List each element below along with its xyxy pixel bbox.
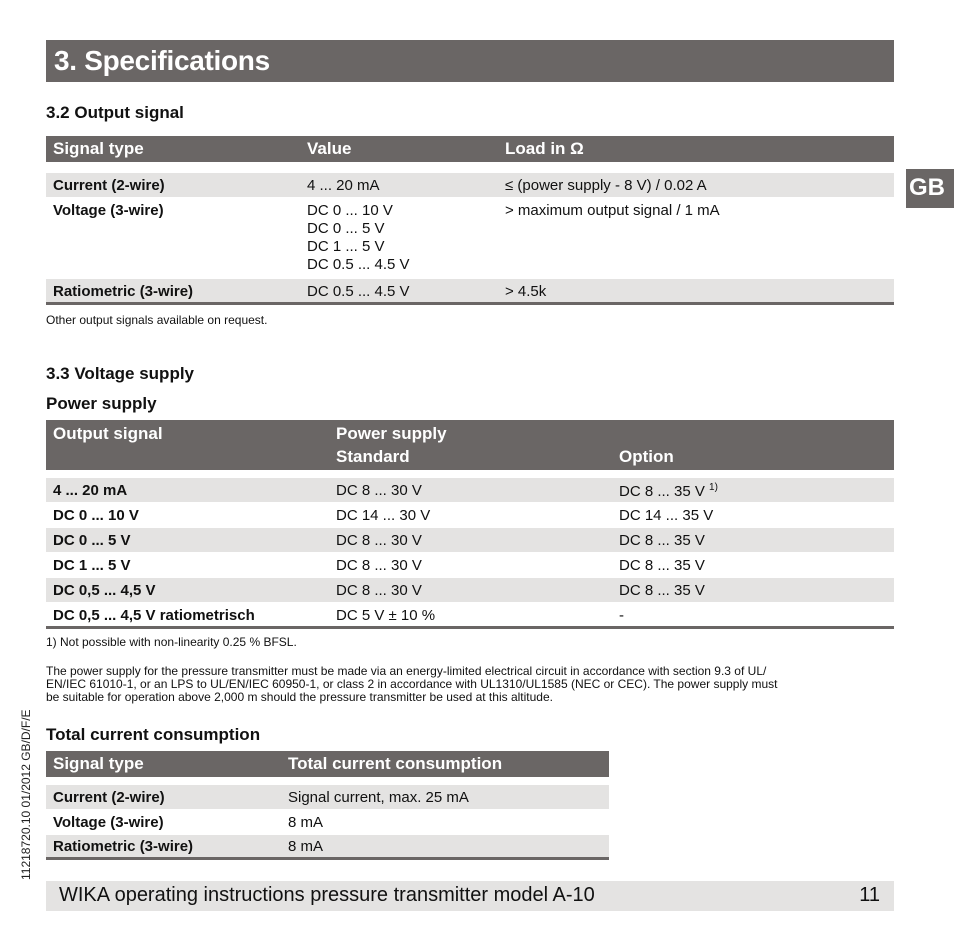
table-row [46,198,894,278]
output-signal-cell: DC 1 ... 5 V [53,557,131,574]
current-consumption-table-header [46,751,609,777]
footer-text: WIKA operating instructions pressure transmitter model A-10 [59,884,595,906]
option-cell: DC 8 ... 35 V [619,582,705,599]
column-header: Signal type [53,139,144,158]
load-cell: ≤ (power supply - 8 V) / 0.02 A [505,177,707,194]
column-header: Signal type [53,754,144,773]
consumption-cell: Signal current, max. 25 mA [288,789,469,806]
column-header: Standard [336,447,410,466]
paragraph-line: The power supply for the pressure transmitter must be made via an energy-limited electrical circuit in accordance with section 9.3 of UL/ [46,664,767,678]
table-bottom-rule [46,857,609,860]
standard-cell: DC 8 ... 30 V [336,582,422,599]
signal-type-cell: Voltage (3-wire) [53,814,164,831]
value-cell: DC 0 ... 10 V [307,202,393,219]
output-signal-cell: DC 0 ... 10 V [53,507,139,524]
section-heading-output-signal: 3.2 Output signal [46,103,184,122]
standard-cell: DC 8 ... 30 V [336,557,422,574]
value-cell: 4 ... 20 mA [307,177,380,194]
option-cell: DC 14 ... 35 V [619,507,714,524]
table-row [46,603,894,626]
load-cell: > 4.5k [505,283,547,300]
standard-cell: DC 5 V ± 10 % [336,607,436,624]
output-signal-cell: DC 0,5 ... 4,5 V [53,582,156,599]
title-banner [46,40,894,82]
table-row [46,835,609,857]
page-footer [46,881,894,911]
document-code: 11218720.10 01/2012 GB/D/F/E [19,709,33,880]
option-cell: - [619,607,624,624]
language-tab-label: GB [909,174,945,201]
power-supply-table-header [46,420,894,470]
table-row [46,279,894,302]
column-header: Total current consumption [288,754,503,773]
table-row [46,478,894,502]
table-row [46,785,609,809]
signal-type-cell: Current (2-wire) [53,789,165,806]
signal-type-cell: Ratiometric (3-wire) [53,838,194,855]
subheading-power-supply: Power supply [46,394,157,413]
language-tab [906,169,954,208]
output-signal-cell: 4 ... 20 mA [53,482,128,499]
consumption-cell: 8 mA [288,838,324,855]
footnote-marker: 1) [709,482,718,493]
value-cell: DC 0.5 ... 4.5 V [307,283,410,300]
table-bottom-rule [46,626,894,629]
table-row [46,503,894,527]
output-signal-cell: DC 0 ... 5 V [53,532,131,549]
signal-type-cell: Current (2-wire) [53,177,165,194]
table-row [46,173,894,197]
signal-type-cell: Voltage (3-wire) [53,202,164,219]
paragraph-line: be suitable for operation above 2,000 m should the pressure transmitter be used at this altitude. [46,690,553,704]
output-signal-cell: DC 0,5 ... 4,5 V ratiometrisch [53,607,255,624]
table-row [46,578,894,602]
value-cell: DC 0 ... 5 V [307,220,385,237]
column-header: Load in Ω [505,139,584,158]
power-supply-paragraph [46,665,906,704]
value-cell: DC 0.5 ... 4.5 V [307,256,410,273]
section-heading-voltage-supply: 3.3 Voltage supply [46,364,195,383]
table-row [46,810,609,834]
signal-type-cell: Ratiometric (3-wire) [53,283,194,300]
column-header: Output signal [53,424,163,443]
standard-cell: DC 14 ... 30 V [336,507,431,524]
option-cell: DC 8 ... 35 V [619,532,705,549]
standard-cell: DC 8 ... 30 V [336,532,422,549]
option-value: DC 8 ... 35 V [619,483,705,500]
output-signal-table-header [46,136,894,162]
subheading-current-consumption: Total current consumption [46,725,261,744]
paragraph-line: EN/IEC 61010-1, or an LPS to UL/EN/IEC 60950-1, or class 2 in accordance with UL1310/UL1585 (NEC or CEC). The power supply must [46,677,778,691]
value-cell: DC 1 ... 5 V [307,238,385,255]
table-bottom-rule [46,302,894,305]
column-header: Power supply [336,424,447,443]
footnote: 1) Not possible with non-linearity 0.25 % BFSL. [46,635,297,649]
column-header: Option [619,447,674,466]
standard-cell: DC 8 ... 30 V [336,482,422,499]
load-cell: > maximum output signal / 1 mA [505,202,720,219]
consumption-cell: 8 mA [288,814,324,831]
page-title: 3. Specifications [54,45,270,76]
page-number: 11 [859,884,880,906]
option-cell: DC 8 ... 35 V [619,557,705,574]
option-cell [619,482,718,500]
table-row [46,528,894,552]
table-row [46,553,894,577]
output-signal-note: Other output signals available on request. [46,313,268,327]
column-header: Value [307,139,352,158]
